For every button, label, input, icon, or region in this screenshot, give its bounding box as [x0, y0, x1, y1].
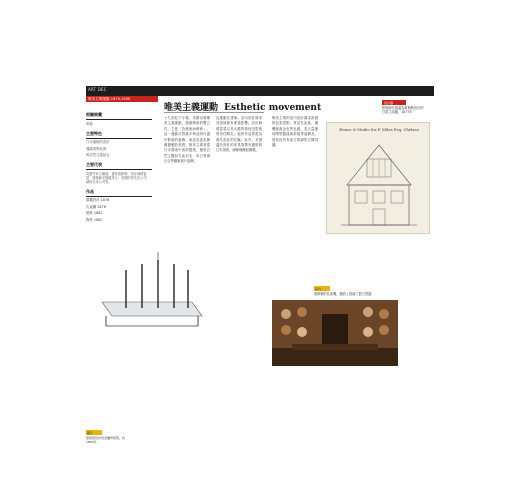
sidebar-block-works [86, 189, 152, 223]
title-divider [164, 112, 264, 113]
sidebar-text: 孔雀廳 1876 [86, 204, 106, 209]
sidebar-text: 與自然元素結合 [86, 153, 110, 157]
magazine-spread [86, 86, 434, 444]
title-chinese: 唯美主義運動 [164, 103, 219, 113]
body-column-1: 十九世紀下半葉，英國出現唯美主義運動，強調藝術的獨立性，主張「為藝術而藝術」。這一運動反對維多利亞時代過於繁複的裝飾，而追求更為簡潔優雅的美感。唯美主義者從日本藝術中汲取靈感，運用自然主題如孔雀羽毛、向日葵與百合等圖案進行裝飾。 [164, 116, 210, 164]
toast-rack-illustration [86, 224, 212, 344]
sidebar-text: 強調美學品質 [86, 146, 107, 151]
sidebar-text: 陶瓷 1880 [86, 217, 103, 222]
sidebar-heading: 主要代表 [86, 162, 152, 170]
sidebar-heading: 相關詞彙 [86, 112, 152, 120]
sidebar-heading: 主要特色 [86, 131, 152, 139]
section-label: 唯美主義運動 1870-1900 [88, 96, 131, 101]
body-column-2: 此運動在建築、室內設計與家具領域都有深遠影響。設計師德雷瑟以其大膽的幾何造型與實用性聞名，他的作品被視為現代設計的先驅。此外，戈德溫所設計的家具則帶有濃厚的日本風格，線條簡潔而優雅。 [216, 116, 262, 153]
drawing-title: House & Studio for F. Miles Esq. Chelsea [339, 127, 419, 132]
peacock-room-photo [272, 300, 398, 366]
figure-caption: 惠斯勒的孔雀廳，牆面上掛滿了藍白瓷器 [314, 292, 372, 296]
body-column-3: 唯美主義的室內設計講求和諧的色彩搭配，常見孔雀藍、橄欖綠與金色等色調，並大量運用陶瓷器皿與屏風等裝飾品，營造出具有東方情調的空間氛圍。 [272, 116, 318, 148]
sidebar-text: 美術 [86, 121, 93, 126]
figure-label [86, 430, 102, 435]
figure-label-text: 圖片 [87, 430, 94, 435]
section-label-bar [86, 96, 158, 102]
house-elevation-drawing [327, 123, 431, 235]
sidebar-heading: 作品 [86, 189, 152, 197]
header-category: ART DEC [88, 87, 107, 92]
sidebar-paragraph: 英國作家王爾德、畫家惠斯勒、設計師德雷瑟、建築師戈德溫等人；美國的蒂芙尼公司、赫特兄弟公司等。 [86, 171, 150, 185]
figure-label-text: 設計圖 [384, 100, 394, 105]
architectural-drawing [326, 122, 430, 234]
sidebar-text: 日本風格的設計 [86, 140, 110, 144]
top-header-bar [86, 86, 434, 96]
sidebar-text: 書櫃設計 1876 [86, 198, 110, 203]
sidebar [86, 108, 152, 223]
figure-caption: 建築師戈德溫為惠斯勒設計的白屋立面圖，1877年 [382, 106, 424, 115]
sidebar-block-terms [86, 112, 152, 127]
sidebar-block-representatives [86, 162, 152, 185]
sidebar-text: 壁紙 1882 [86, 211, 103, 216]
figure-label [382, 100, 406, 105]
interior-illustration [272, 300, 398, 366]
figure-caption: 德雷瑟設計的金屬烤架架，約1880年 [86, 436, 126, 444]
figure-label [314, 286, 330, 291]
toast-rack-photo [86, 224, 212, 444]
sidebar-block-features [86, 131, 152, 159]
title-english: Esthetic movement [224, 103, 322, 113]
figure-label-text: 室內 [315, 286, 322, 291]
